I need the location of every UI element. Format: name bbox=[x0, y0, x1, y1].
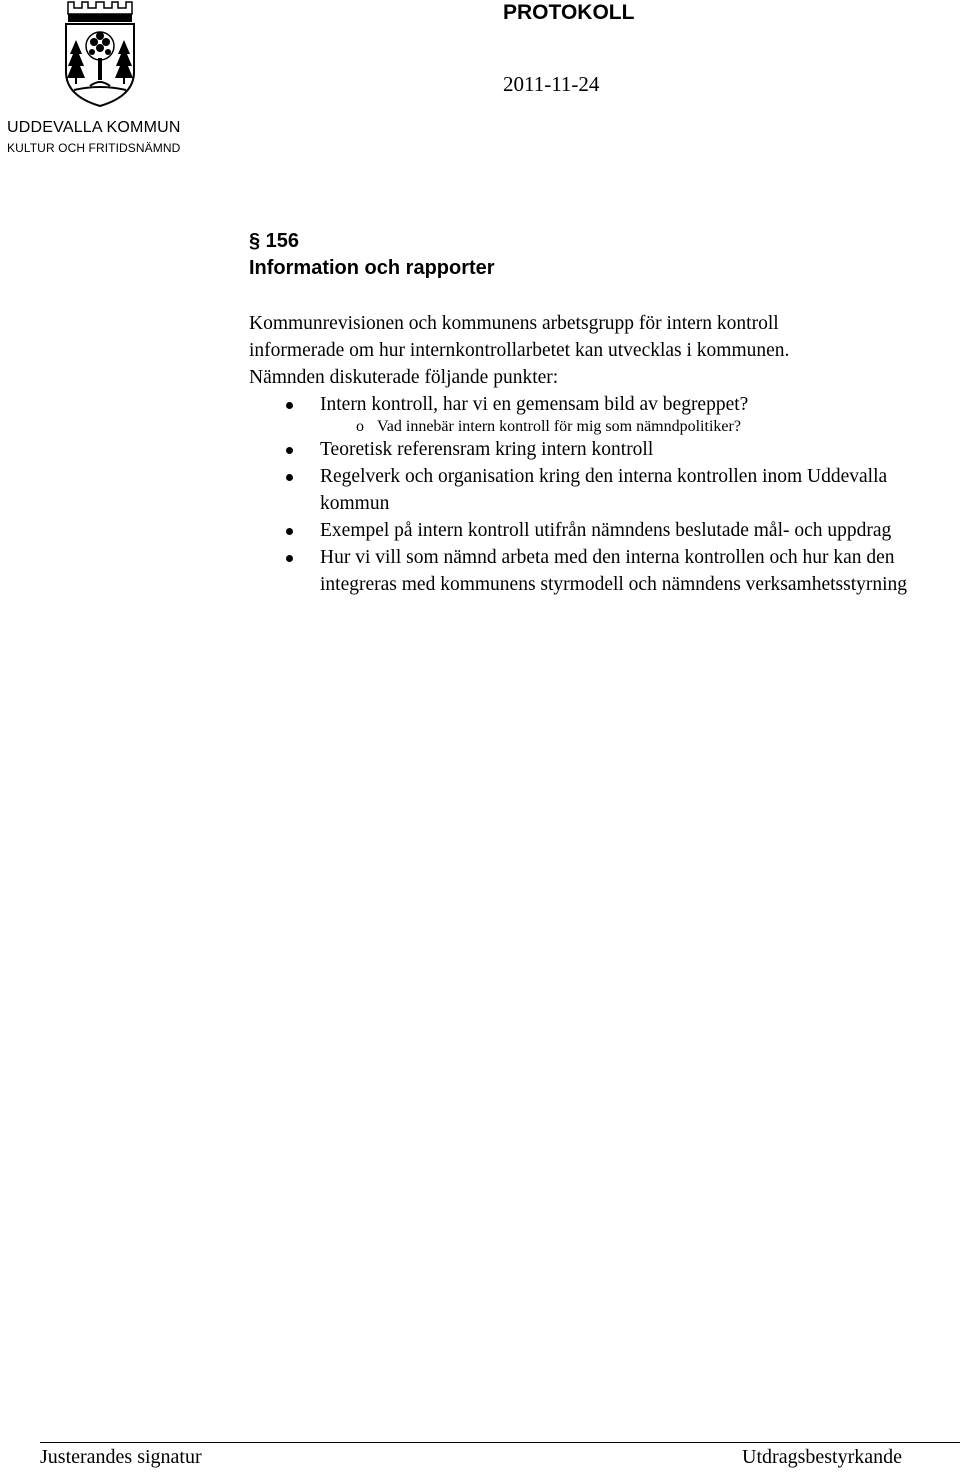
intro-line: Kommunrevisionen och kommunens arbetsgrupp för intern kontroll bbox=[249, 313, 779, 334]
document-type: PROTOKOLL bbox=[503, 1, 635, 24]
document-date: 2011-11-24 bbox=[503, 72, 600, 96]
sub-points-list bbox=[249, 418, 939, 436]
section-156 bbox=[249, 228, 939, 598]
list-item-text: Exempel på intern kontroll utifrån nämndens beslutade mål- och uppdrag bbox=[320, 520, 892, 541]
bullet-icon bbox=[286, 474, 293, 481]
intro-line: Nämnden diskuterade följande punkter: bbox=[249, 367, 559, 388]
discussion-points-list bbox=[249, 391, 939, 418]
organization-name: UDDEVALLA KOMMUN bbox=[7, 119, 181, 136]
section-title: Information och rapporter bbox=[249, 257, 495, 279]
bullet-icon bbox=[286, 555, 293, 562]
list-item-text: Hur vi vill som nämnd arbeta med den interna kontrollen och hur kan den integreras med kommunens styrmodell och nämndens verksamhetsstyrning bbox=[320, 547, 908, 595]
list-item bbox=[249, 544, 939, 598]
section-number: § 156 bbox=[249, 230, 300, 252]
list-item bbox=[249, 391, 939, 418]
sub-list-item-text: Vad innebär intern kontroll för mig som nämndpolitiker? bbox=[377, 418, 741, 435]
intro-line: informerade om hur internkontrollarbetet kan utvecklas i kommunen. bbox=[249, 340, 790, 361]
bullet-icon bbox=[286, 402, 293, 409]
list-item-text: Regelverk och organisation kring den interna kontrollen inom Uddevalla kommun bbox=[320, 466, 888, 514]
bullet-icon bbox=[286, 447, 293, 454]
sub-list-item bbox=[249, 418, 939, 436]
footer-signature-label: Justerandes signatur bbox=[40, 1446, 202, 1468]
discussion-points-list-continued bbox=[249, 436, 939, 598]
department-name: KULTUR OCH FRITIDSNÄMND bbox=[7, 141, 181, 155]
list-item bbox=[249, 517, 939, 544]
coat-of-arms-logo bbox=[60, 0, 140, 108]
list-item bbox=[249, 436, 939, 463]
circle-bullet-icon: o bbox=[356, 418, 364, 435]
intro-paragraph bbox=[249, 310, 939, 391]
list-item bbox=[249, 463, 939, 517]
bullet-icon bbox=[286, 528, 293, 535]
footer-certification-label: Utdragsbestyrkande bbox=[742, 1446, 902, 1468]
footer-divider bbox=[40, 1442, 960, 1443]
list-item-text: Teoretisk referensram kring intern kontroll bbox=[320, 439, 654, 460]
list-item-text: Intern kontroll, har vi en gemensam bild av begreppet? bbox=[320, 394, 749, 415]
